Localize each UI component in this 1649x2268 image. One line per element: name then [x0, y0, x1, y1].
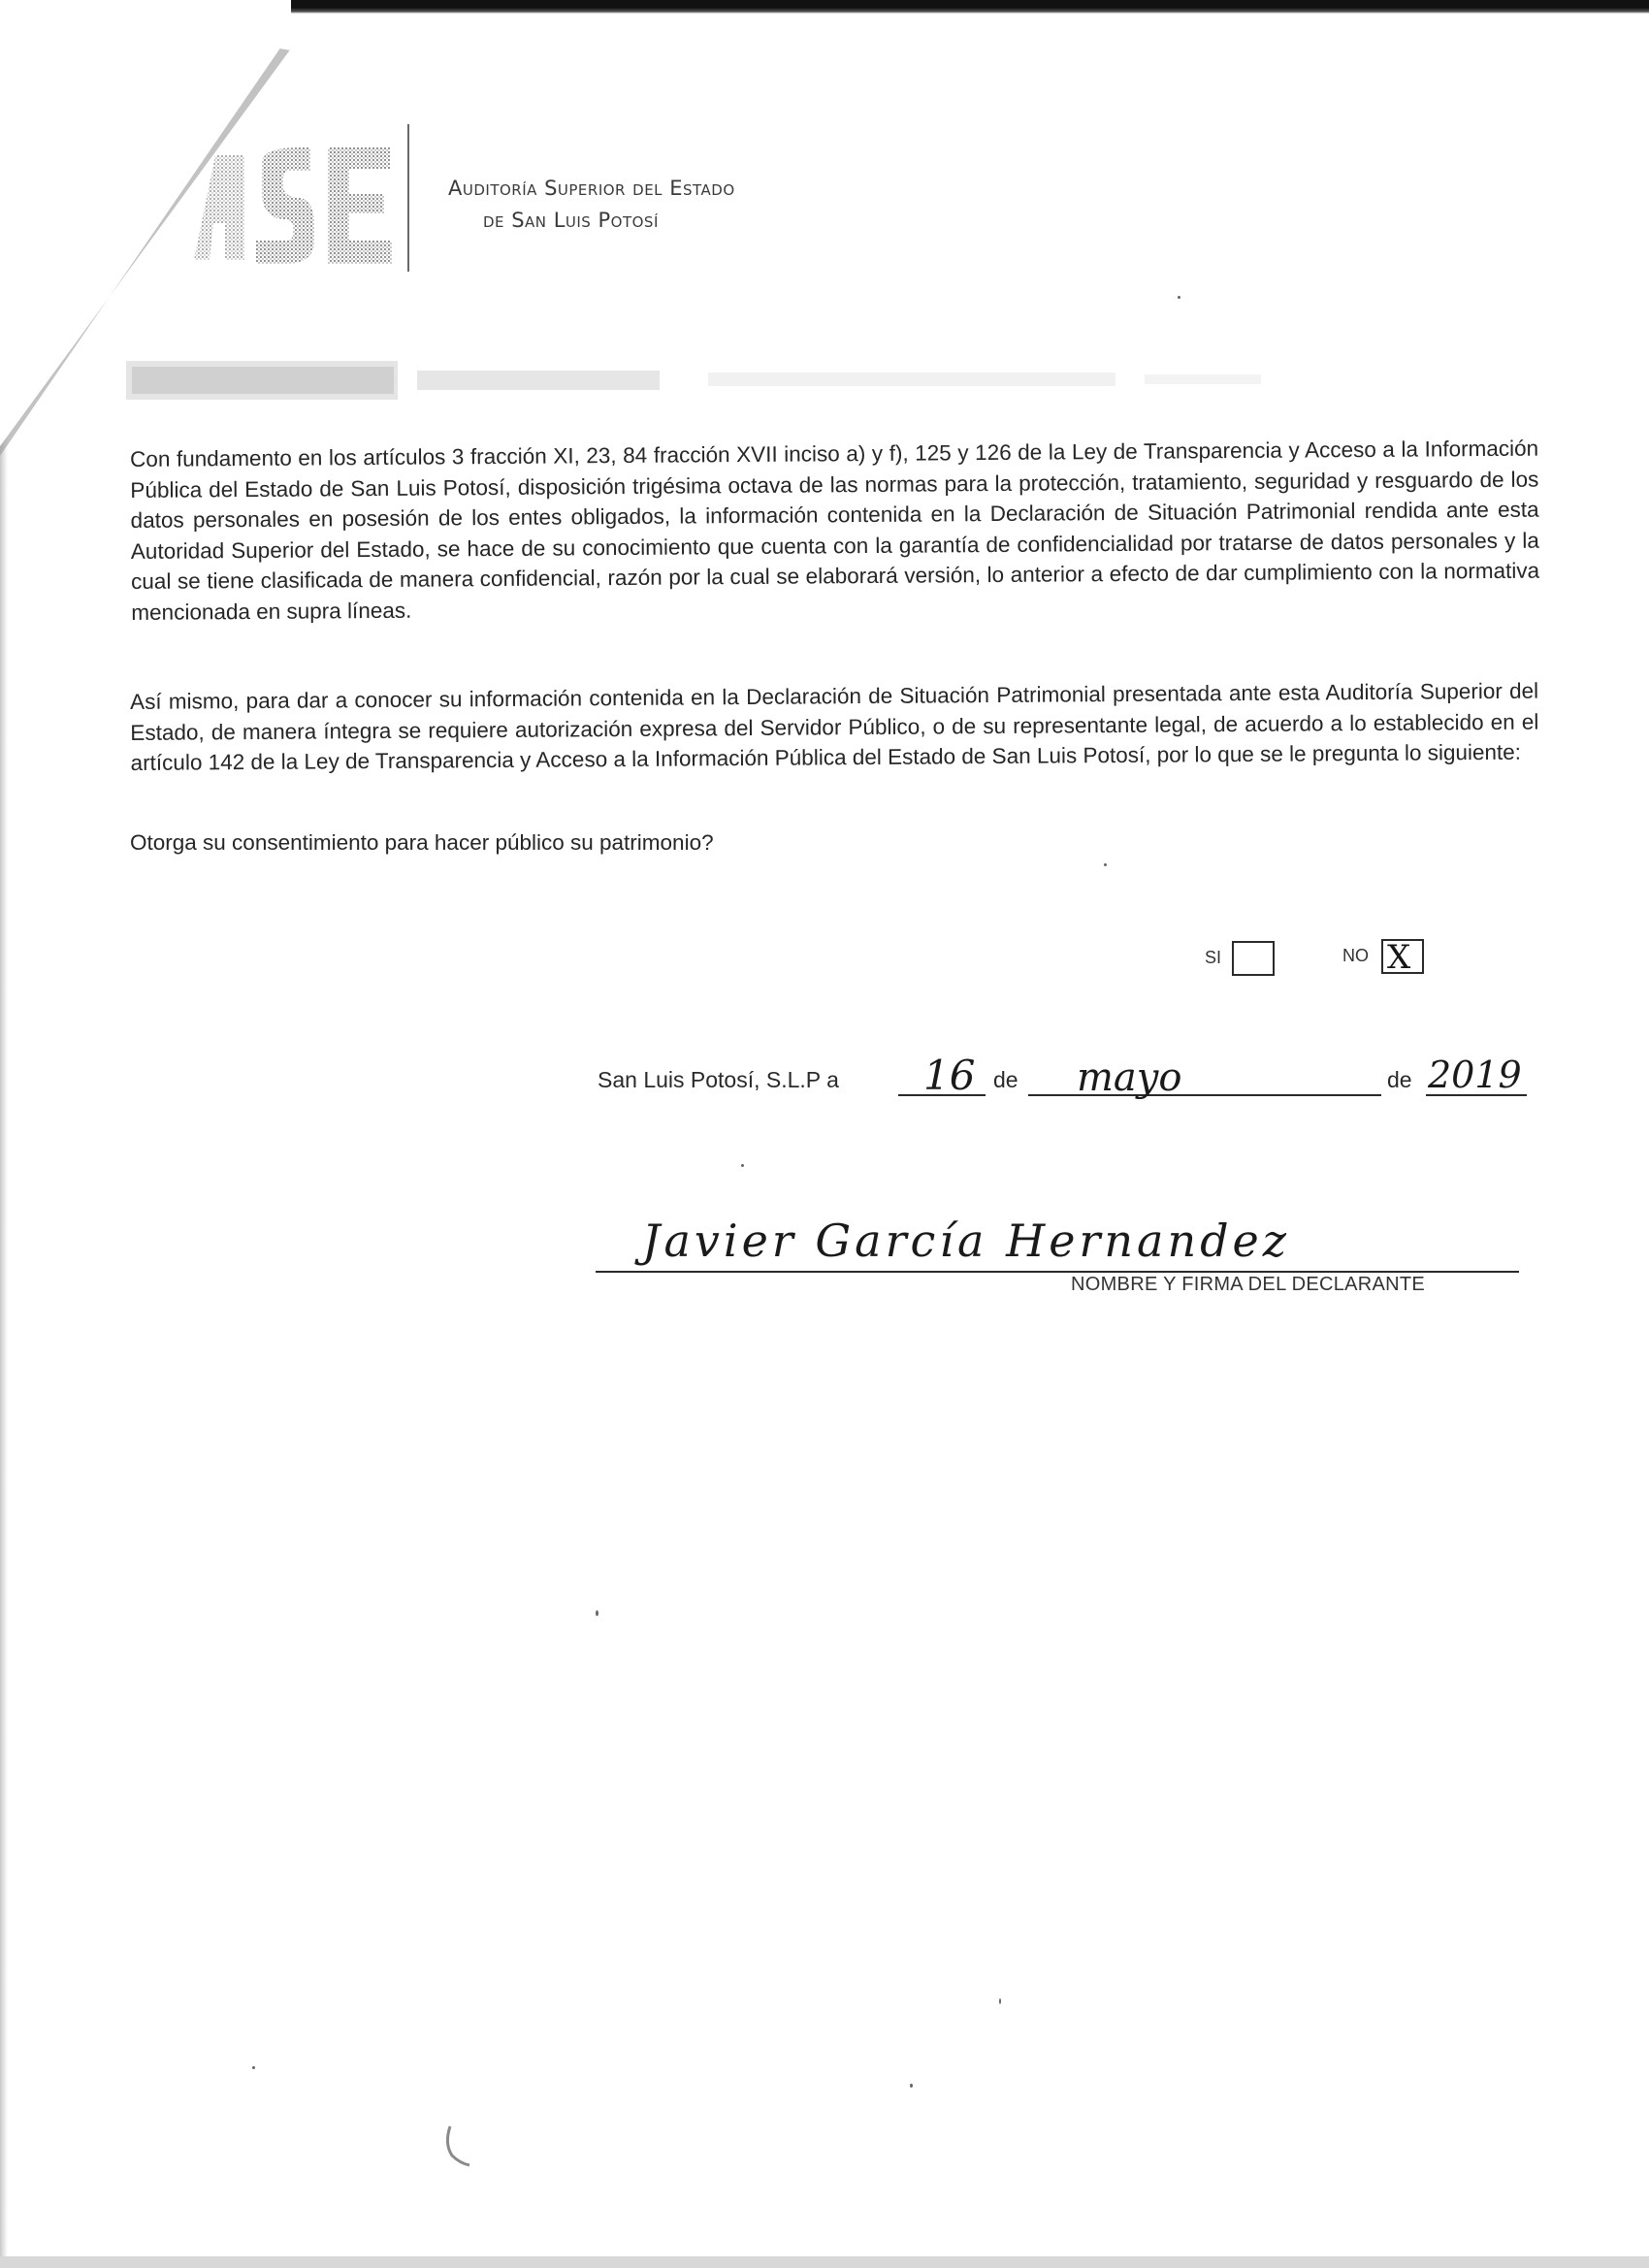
- date-connector-1: de: [993, 1067, 1018, 1092]
- date-month: mayo: [1077, 1055, 1182, 1100]
- scan-speck: [1178, 296, 1180, 299]
- scan-speck: [999, 1998, 1001, 2004]
- date-day: 16: [923, 1052, 976, 1099]
- date-year: 2019: [1428, 1053, 1522, 1096]
- ase-logo: [155, 136, 398, 272]
- date-prefix: San Luis Potosí, S.L.P a: [598, 1067, 839, 1092]
- institution-line-2: de San Luis Potosí: [483, 209, 659, 232]
- date-connector-2: de: [1387, 1067, 1412, 1092]
- scan-speck: [1104, 863, 1107, 866]
- signature-line: [596, 1271, 1519, 1273]
- institution-name: [448, 173, 735, 237]
- scan-speck: [910, 2084, 913, 2088]
- scan-speck: [252, 2066, 255, 2069]
- yes-label: SI: [1205, 948, 1222, 967]
- scan-mark: [442, 2122, 481, 2171]
- legal-paragraph-1: Con fundamento en los artículos 3 fracción XI, 23, 84 fracción XVII inciso a) y f), 125 y 126 de la Ley de Transparencia y Acceso a la Información Pública del Estado de San Luis Potosí, disposición trigésima octava de las normas para la protección, tratamiento, seguridad y resguardo de los datos personales en posesión de los entes obligados, la información contenida en la Declaración de Situación Patrimonial rendida ante esta Autoridad Superior del Estado, se hace de su conocimiento que cuenta con la garantía de confidencialidad por tratarse de datos personales y la cual se tiene clasificada de manera confidencial, razón por la cual se elaborará versión, lo anterior a efecto de dar cumplimiento con la normativa mencionada en supra líneas.: [130, 436, 1540, 625]
- yes-checkbox[interactable]: [1232, 941, 1275, 976]
- scan-speck: [741, 1164, 744, 1167]
- no-check-mark: X: [1387, 938, 1411, 977]
- scan-edge-bottom: [0, 2256, 1649, 2268]
- institution-line-1: Auditoría Superior del Estado: [448, 177, 735, 200]
- redacted-line: [126, 361, 1290, 400]
- handwritten-name: Javier García Hernandez: [642, 1215, 1290, 1267]
- scan-speck: [596, 1610, 598, 1616]
- no-label: NO: [1342, 946, 1369, 965]
- header-divider: [407, 124, 409, 272]
- consent-question: Otorga su consentimiento para hacer público su patrimonio?: [130, 830, 714, 855]
- signature-caption: NOMBRE Y FIRMA DEL DECLARANTE: [1071, 1274, 1426, 1295]
- legal-paragraph-2: Así mismo, para dar a conocer su información contenida en la Declaración de Situación Patrimonial presentada ante esta Auditoría Superior del Estado, de manera íntegra se requiere autorización expresa del Servidor Público, o de su representante legal, de acuerdo a lo establecido en el artículo 142 de la Ley de Transparencia y Acceso a la Información Pública del Estado de San Luis Potosí, por lo que se le pregunta lo siguiente:: [130, 678, 1539, 775]
